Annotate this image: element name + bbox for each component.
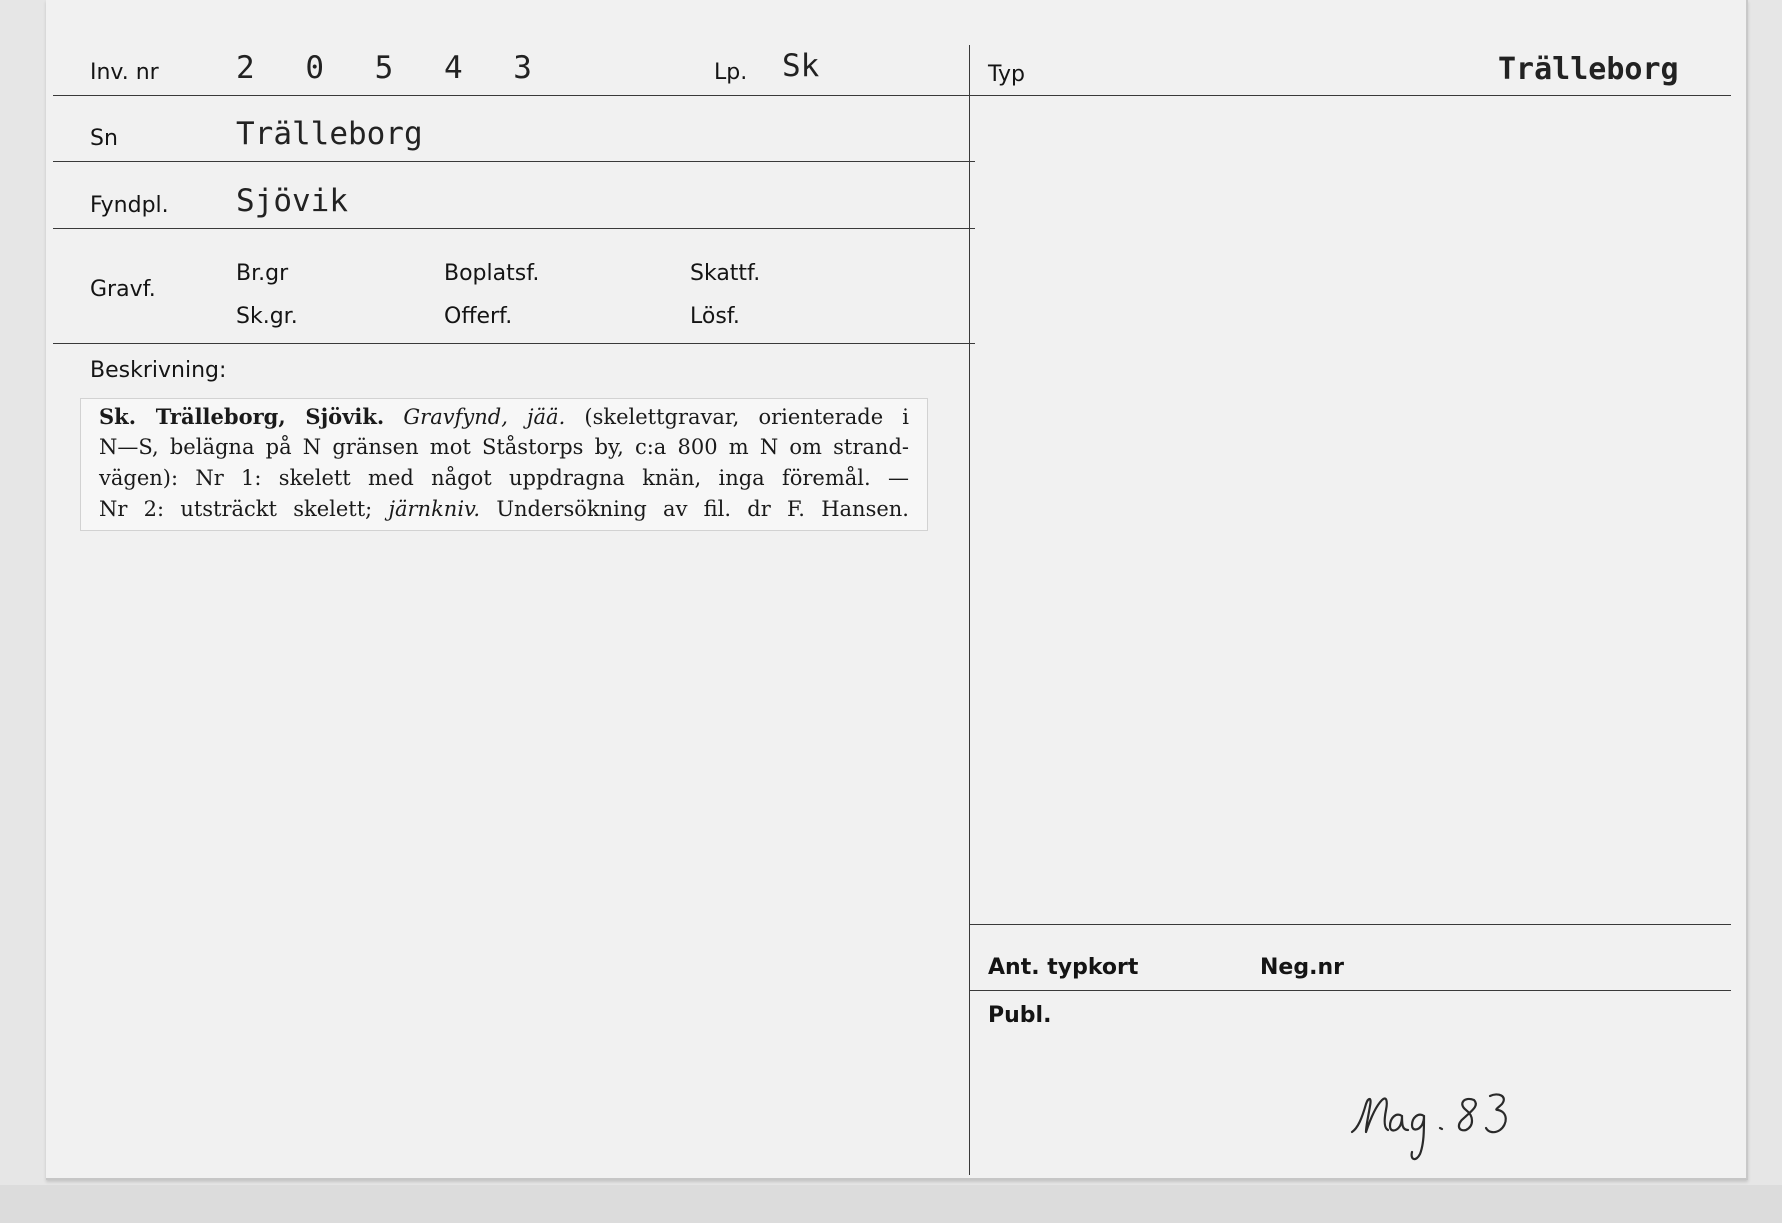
brgr-label: Br.gr: [236, 261, 289, 286]
description-line-1: [99, 404, 909, 429]
description-text-4b: Undersökning av fil. dr F. Hansen.: [496, 497, 909, 521]
catalog-card: [46, 0, 1748, 1180]
lp-label: Lp.: [714, 60, 748, 85]
description-line-2: N—S, belägna på N gränsen mot Ståstorps by, c:a 800 m N om strand-: [99, 435, 909, 459]
gravf-label: Gravf.: [90, 277, 156, 302]
description-find: järnkniv.: [388, 497, 481, 521]
rule-sn: [53, 161, 975, 162]
inv-nr-label: Inv. nr: [90, 60, 159, 85]
negnr-label: Neg.nr: [1260, 955, 1344, 980]
rule-fyndpl: [53, 228, 975, 229]
description-heading: Sk. Trälleborg, Sjövik.: [99, 404, 385, 429]
description-text-4a: Nr 2: utsträckt skelett;: [99, 497, 373, 521]
typ-label: Typ: [988, 62, 1025, 87]
skgr-label: Sk.gr.: [236, 304, 298, 329]
lp-value: Sk: [782, 48, 820, 84]
description-category: Gravfynd, jää.: [403, 405, 566, 429]
skattf-label: Skattf.: [690, 261, 761, 286]
description-line-3: vägen): Nr 1: skelett med något uppdragna knän, inga föremål. —: [99, 466, 909, 490]
column-divider: [969, 45, 970, 1175]
typ-value: Trälleborg: [1498, 52, 1679, 87]
rule-typ: [969, 95, 1731, 96]
losf-label: Lösf.: [690, 304, 740, 329]
inv-nr-value: 2 0 5 4 3: [236, 50, 548, 86]
rule-gravf: [53, 343, 975, 344]
description-slip: [80, 398, 928, 531]
handwritten-mag-note: [1340, 1080, 1570, 1180]
beskrivning-label: Beskrivning:: [90, 358, 227, 383]
rule-typkort-top: [969, 924, 1731, 925]
sn-value: Trälleborg: [236, 116, 423, 152]
description-line-4: [99, 497, 909, 521]
fyndpl-label: Fyndpl.: [90, 193, 169, 218]
sn-label: Sn: [90, 126, 118, 151]
boplatsf-label: Boplatsf.: [444, 261, 540, 286]
offerf-label: Offerf.: [444, 304, 513, 329]
description-text-1: (skelettgravar, orienterade i: [584, 405, 909, 429]
rule-inv: [53, 95, 975, 96]
publ-label: Publ.: [988, 1003, 1052, 1028]
fyndpl-value: Sjövik: [236, 183, 348, 219]
scan-background: [0, 1185, 1782, 1223]
ant-typkort-label: Ant. typkort: [988, 955, 1139, 980]
rule-typkort-bottom: [969, 990, 1731, 991]
